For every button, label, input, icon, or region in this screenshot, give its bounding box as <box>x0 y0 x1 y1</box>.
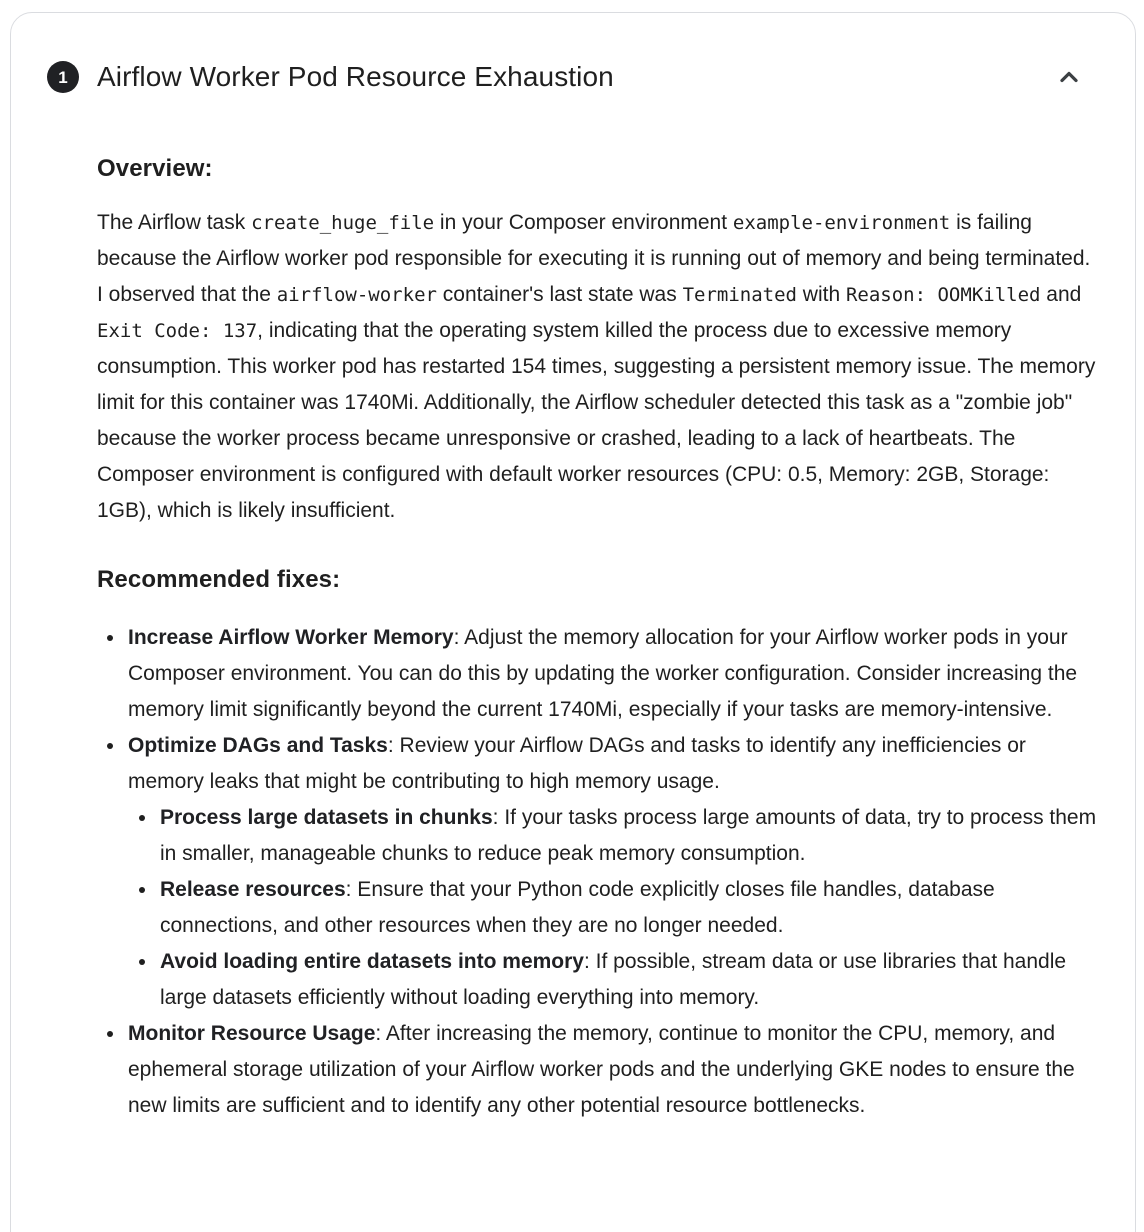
paragraph-text: container's last state was <box>436 283 683 306</box>
overview-paragraph <box>97 205 1099 529</box>
paragraph-text: The Airflow task <box>97 211 252 234</box>
fix-item-text: : After increasing the memory, continue to monitor the CPU, memory, and ephemeral storage utilization of your Airflow worker pods and the underlying GKE nodes to ensure the new limits are sufficient and to identify any other potential resource bottlenecks. <box>128 1022 1075 1117</box>
overview-heading: Overview: <box>97 155 213 182</box>
fix-item-title: Release resources <box>160 878 346 901</box>
fix-item <box>158 800 1099 872</box>
inline-code: Exit Code: 137 <box>97 320 258 342</box>
paragraph-text: with <box>796 283 846 306</box>
collapse-button[interactable] <box>1049 57 1089 97</box>
issue-content <box>97 154 1099 1124</box>
paragraph-text: is failing because the Airflow worker pod responsible for executing it is running out of memory and being terminated. I observed that the <box>97 211 1091 306</box>
fix-item <box>126 728 1099 1016</box>
paragraph-text: and <box>1040 283 1082 306</box>
chevron-up-icon <box>1054 62 1084 92</box>
fix-item-text: : Review your Airflow DAGs and tasks to identify any inefficiencies or memory leaks that might be contributing to high memory usage. <box>128 734 1026 793</box>
fix-item-title: Monitor Resource Usage <box>128 1022 376 1045</box>
fix-item-title: Process large datasets in chunks <box>160 806 493 829</box>
paragraph-text: , indicating that the operating system killed the process due to excessive memory consumption. This worker pod has restarted 154 times, suggesting a persistent memory issue. The memory limit for this container was 1740Mi. Additionally, the Airflow scheduler detected this task as a "zombie job" because the worker process became unresponsive or crashed, leading to a lack of heartbeats. The Composer environment is configured with default worker resources (CPU: 0.5, Memory: 2GB, Storage: 1GB), which is likely insufficient. <box>97 319 1096 522</box>
fix-item-text: : If possible, stream data or use libraries that handle large datasets efficiently without loading everything into memory. <box>160 950 1067 1009</box>
fix-item-title: Optimize DAGs and Tasks <box>128 734 388 757</box>
inline-code: airflow-worker <box>276 284 437 306</box>
inline-code: example-environment <box>732 212 951 234</box>
inline-code: create_huge_file <box>251 212 435 234</box>
fix-item <box>126 620 1099 728</box>
fix-item <box>158 872 1099 944</box>
fix-sublist <box>128 800 1099 1016</box>
fix-item-text: : Ensure that your Python code explicitly closes file handles, database connections, and other resources when they are no longer needed. <box>160 878 995 937</box>
issue-header[interactable] <box>47 57 1097 97</box>
fix-item <box>126 1016 1099 1124</box>
fixes-heading: Recommended fixes: <box>97 566 341 593</box>
fix-item-title: Avoid loading entire datasets into memory <box>160 950 584 973</box>
inline-code: Reason: OOMKilled <box>845 284 1041 306</box>
fix-item <box>158 944 1099 1016</box>
fix-item-text: : Adjust the memory allocation for your Airflow worker pods in your Composer environment. You can do this by updating the worker configuration. Consider increasing the memory limit significantly beyond the current 1740Mi, especially if your tasks are memory-intensive. <box>128 626 1078 721</box>
issue-title: Airflow Worker Pod Resource Exhaustion <box>97 61 614 92</box>
issue-number-badge: 1 <box>47 61 79 93</box>
fixes-list <box>97 620 1099 1124</box>
issue-card <box>10 12 1136 1232</box>
paragraph-text: in your Composer environment <box>434 211 733 234</box>
fix-item-title: Increase Airflow Worker Memory <box>128 626 454 649</box>
inline-code: Terminated <box>682 284 797 306</box>
fix-item-text: : If your tasks process large amounts of data, try to process them in smaller, manageable chunks to reduce peak memory consumption. <box>160 806 1097 865</box>
